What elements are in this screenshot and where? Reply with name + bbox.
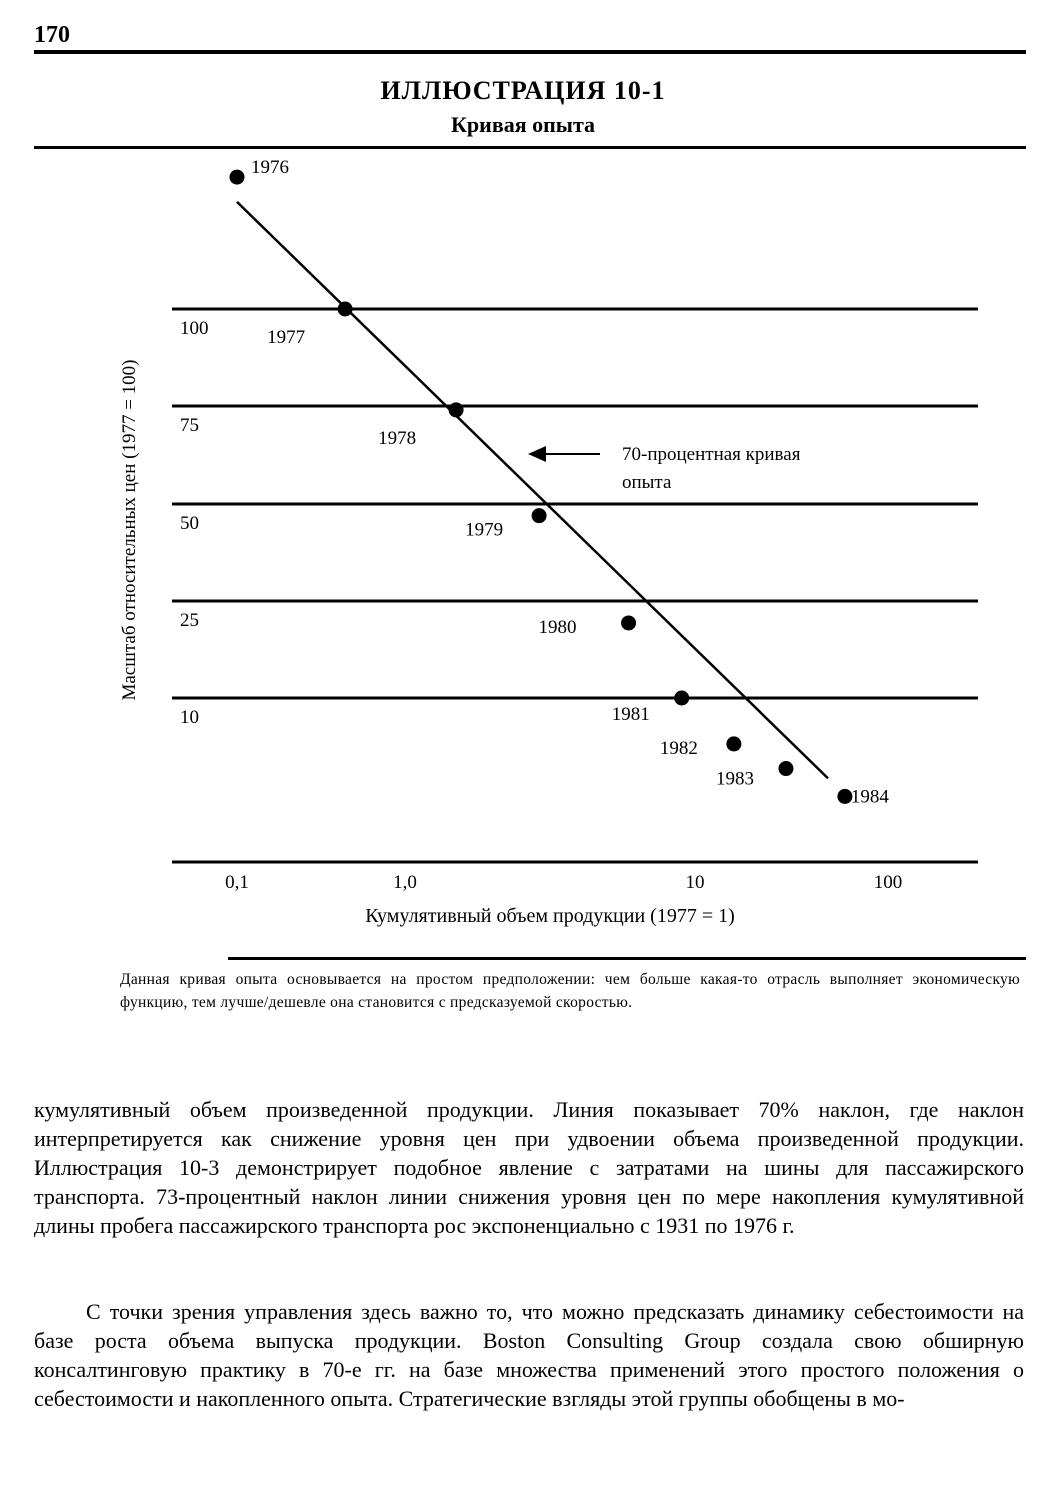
data-point-label: 1984 bbox=[850, 786, 889, 808]
y-tick-label: 25 bbox=[180, 610, 199, 631]
data-point-label: 1980 bbox=[538, 616, 577, 638]
x-tick-label: 1,0 bbox=[393, 872, 417, 893]
data-point-1982 bbox=[726, 736, 741, 751]
figure-subtitle: Кривая опыта bbox=[450, 112, 596, 137]
data-point-1981 bbox=[674, 691, 689, 706]
caption-rule bbox=[228, 957, 1026, 960]
page-number: 170 bbox=[34, 22, 70, 48]
data-point-label: 1981 bbox=[611, 704, 650, 725]
y-tick-label: 100 bbox=[180, 318, 209, 339]
arrow-head-icon bbox=[528, 446, 546, 462]
x-axis-label: Кумулятивный объем продукции (1977 = 1) bbox=[365, 905, 735, 927]
data-point-1979 bbox=[532, 508, 547, 523]
data-point-label: 1982 bbox=[659, 737, 698, 759]
figure-title: ИЛЛЮСТРАЦИЯ 10-1 bbox=[380, 76, 666, 105]
data-point-1977 bbox=[338, 302, 353, 317]
body-paragraph-1: кумулятивный объем произведенной продукции. Линия показывает 70% наклон, где наклон интерпретируется как снижение уровня цен при удвоении объема произведенной продукции. Иллюстрация 10-3 демонстрирует подобное явление с затратами на шины для пассажирского транспорта. 73-процентный наклон линии снижения уровня цен по мере накопления кумулятивной длины пробега пассажирского транспорта рос экспоненциально с 1931 по 1976 г. bbox=[34, 1097, 1024, 1238]
data-point-1978 bbox=[449, 402, 464, 417]
y-tick-label: 75 bbox=[180, 415, 199, 436]
data-point-label: 1976 bbox=[251, 157, 289, 179]
y-tick-label: 10 bbox=[180, 707, 199, 728]
data-point-label: 1979 bbox=[465, 519, 504, 541]
trend-line-label: опыта bbox=[622, 472, 672, 493]
x-tick-label: 100 bbox=[873, 872, 903, 893]
x-tick-label: 0,1 bbox=[225, 872, 249, 893]
x-tick-label: 10 bbox=[685, 872, 705, 893]
y-tick-label: 50 bbox=[180, 513, 199, 534]
data-point-1980 bbox=[621, 615, 636, 630]
y-axis-label: Масштаб относительных цен (1977 = 100) bbox=[119, 359, 140, 701]
body-paragraph-2: С точки зрения управления здесь важно то, что можно предсказать динамику себестоимости на базе роста объема выпуска продукции. Boston Consulting Group создала свою обширную консалтинговую практику в 70-е гг. на базе множества применений этого простого положения о себестоимости и накопленного опыта. Стратегические взгляды этой группы обобщены в мо- bbox=[34, 1299, 1024, 1411]
trend-line-70-percent bbox=[237, 202, 828, 778]
figure-caption: Данная кривая опыта основывается на простом предположении: чем больше какая-то отрасль выполняет экономическую функцию, тем лучше/дешевле она становится с предсказуемой скоростью. bbox=[120, 971, 1020, 1011]
data-point-label: 1978 bbox=[378, 427, 417, 449]
trend-line-label: 70-процентная кривая bbox=[622, 444, 801, 465]
data-point-label: 1983 bbox=[715, 768, 754, 790]
data-point-1976 bbox=[230, 170, 245, 185]
data-point-label: 1977 bbox=[267, 327, 306, 348]
data-point-1983 bbox=[778, 761, 793, 776]
